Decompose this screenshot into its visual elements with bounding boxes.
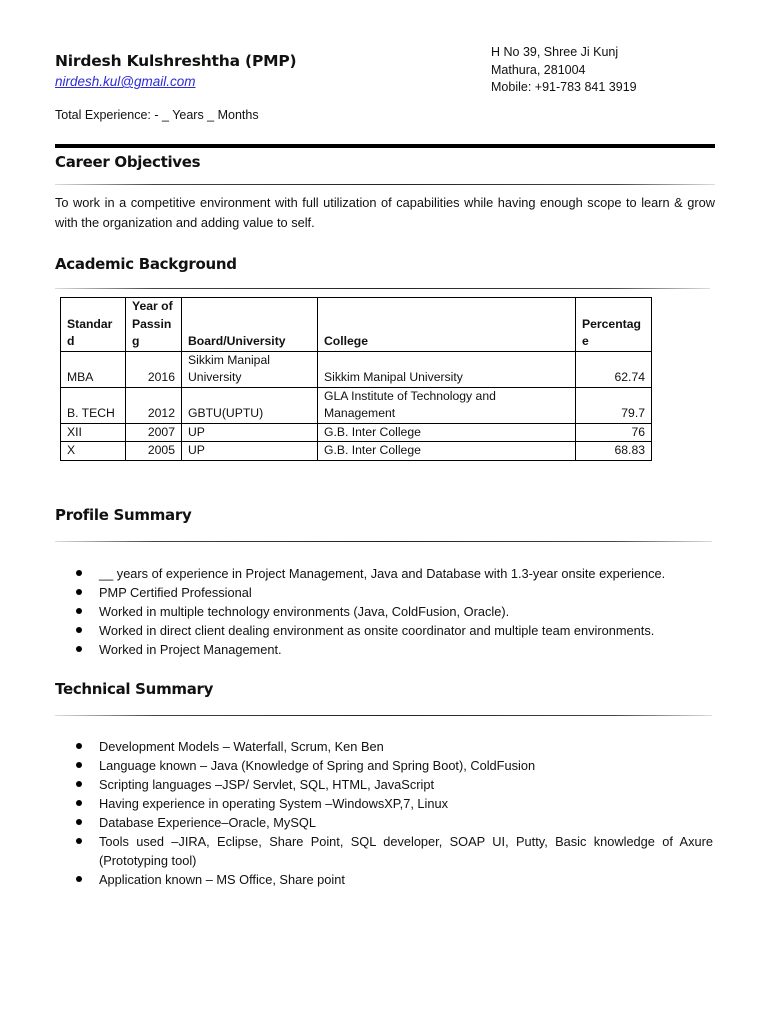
bullet-icon bbox=[76, 627, 82, 633]
cell-standard: XII bbox=[61, 423, 126, 442]
column-header-year: Year of Passing bbox=[126, 298, 182, 352]
section-divider bbox=[55, 715, 712, 716]
list-item-text: Tools used –JIRA, Eclipse, Share Point, SQL developer, SOAP UI, Putty, Basic knowledge of Axure (Prototyping tool) bbox=[99, 834, 713, 868]
bullet-icon bbox=[76, 838, 82, 844]
table-header-row bbox=[61, 298, 652, 352]
list-item-text: Worked in multiple technology environments (Java, ColdFusion, Oracle). bbox=[99, 604, 510, 619]
bullet-icon bbox=[76, 743, 82, 749]
cell-board: UP bbox=[182, 423, 318, 442]
cell-college: Sikkim Manipal University bbox=[318, 351, 576, 387]
list-item bbox=[55, 583, 725, 602]
list-item bbox=[55, 564, 725, 583]
profile-summary-heading: Profile Summary bbox=[55, 506, 192, 524]
header-divider bbox=[55, 144, 715, 148]
list-item bbox=[55, 813, 713, 832]
technical-summary-heading: Technical Summary bbox=[55, 680, 214, 698]
list-item bbox=[55, 756, 713, 775]
mobile-number: Mobile: +91-783 841 3919 bbox=[491, 80, 637, 94]
career-objectives-heading: Career Objectives bbox=[55, 153, 201, 171]
list-item-text: Worked in direct client dealing environment as onsite coordinator and multiple team environments. bbox=[99, 623, 655, 638]
bullet-icon bbox=[76, 570, 82, 576]
table-row bbox=[61, 423, 652, 442]
cell-board: GBTU(UPTU) bbox=[182, 387, 318, 423]
column-header-board: Board/University bbox=[182, 298, 318, 352]
cell-college: G.B. Inter College bbox=[318, 423, 576, 442]
list-item bbox=[55, 794, 713, 813]
cell-college: GLA Institute of Technology and Management bbox=[318, 387, 576, 423]
cell-year: 2005 bbox=[126, 442, 182, 461]
column-header-college: College bbox=[318, 298, 576, 352]
list-item-text: Database Experience–Oracle, MySQL bbox=[99, 815, 316, 830]
column-header-standard: Standard bbox=[61, 298, 126, 352]
list-item-text: Having experience in operating System –WindowsXP,7, Linux bbox=[99, 796, 449, 811]
bullet-icon bbox=[76, 819, 82, 825]
contact-address bbox=[491, 44, 637, 97]
list-item bbox=[55, 832, 713, 870]
cell-percentage: 76 bbox=[576, 423, 652, 442]
column-header-percentage: Percentage bbox=[576, 298, 652, 352]
bullet-icon bbox=[76, 762, 82, 768]
bullet-icon bbox=[76, 646, 82, 652]
email-link[interactable]: nirdesh.kul@gmail.com bbox=[55, 74, 196, 89]
list-item-text: __ years of experience in Project Management, Java and Database with 1.3-year onsite experience. bbox=[99, 566, 666, 581]
list-item-text: Application known – MS Office, Share point bbox=[99, 872, 345, 887]
bullet-icon bbox=[76, 589, 82, 595]
cell-percentage: 79.7 bbox=[576, 387, 652, 423]
list-item-text: Worked in Project Management. bbox=[99, 642, 282, 657]
list-item bbox=[55, 775, 713, 794]
section-divider bbox=[55, 541, 712, 542]
bullet-icon bbox=[76, 800, 82, 806]
cell-board: Sikkim Manipal University bbox=[182, 351, 318, 387]
cell-percentage: 62.74 bbox=[576, 351, 652, 387]
bullet-icon bbox=[76, 781, 82, 787]
cell-standard: MBA bbox=[61, 351, 126, 387]
cell-percentage: 68.83 bbox=[576, 442, 652, 461]
list-item bbox=[55, 870, 713, 889]
cell-year: 2007 bbox=[126, 423, 182, 442]
list-item-text: Language known – Java (Knowledge of Spring and Spring Boot), ColdFusion bbox=[99, 758, 536, 773]
cell-college: G.B. Inter College bbox=[318, 442, 576, 461]
profile-summary-list bbox=[55, 564, 725, 659]
list-item-text: PMP Certified Professional bbox=[99, 585, 252, 600]
bullet-icon bbox=[76, 876, 82, 882]
address-line: H No 39, Shree Ji Kunj bbox=[491, 45, 619, 59]
list-item-text: Development Models – Waterfall, Scrum, Ken Ben bbox=[99, 739, 384, 754]
technical-summary-list bbox=[55, 737, 713, 889]
total-experience: Total Experience: - _ Years _ Months bbox=[55, 108, 259, 122]
table-row bbox=[61, 442, 652, 461]
cell-standard: B. TECH bbox=[61, 387, 126, 423]
list-item bbox=[55, 640, 725, 659]
cell-year: 2016 bbox=[126, 351, 182, 387]
list-item-text: Scripting languages –JSP/ Servlet, SQL, HTML, JavaScript bbox=[99, 777, 434, 792]
section-divider bbox=[55, 288, 710, 289]
academic-background-heading: Academic Background bbox=[55, 255, 237, 273]
table-row bbox=[61, 387, 652, 423]
career-objectives-text: To work in a competitive environment with full utilization of capabilities while having enough scope to learn & grow with the organization and adding value to self. bbox=[55, 195, 715, 230]
cell-board: UP bbox=[182, 442, 318, 461]
list-item bbox=[55, 737, 713, 756]
list-item bbox=[55, 602, 725, 621]
list-item bbox=[55, 621, 725, 640]
candidate-name: Nirdesh Kulshreshtha (PMP) bbox=[55, 52, 297, 70]
cell-year: 2012 bbox=[126, 387, 182, 423]
academic-table bbox=[60, 297, 652, 461]
address-line: Mathura, 281004 bbox=[491, 62, 586, 77]
section-divider bbox=[55, 184, 715, 185]
bullet-icon bbox=[76, 608, 82, 614]
cell-standard: X bbox=[61, 442, 126, 461]
table-row bbox=[61, 351, 652, 387]
